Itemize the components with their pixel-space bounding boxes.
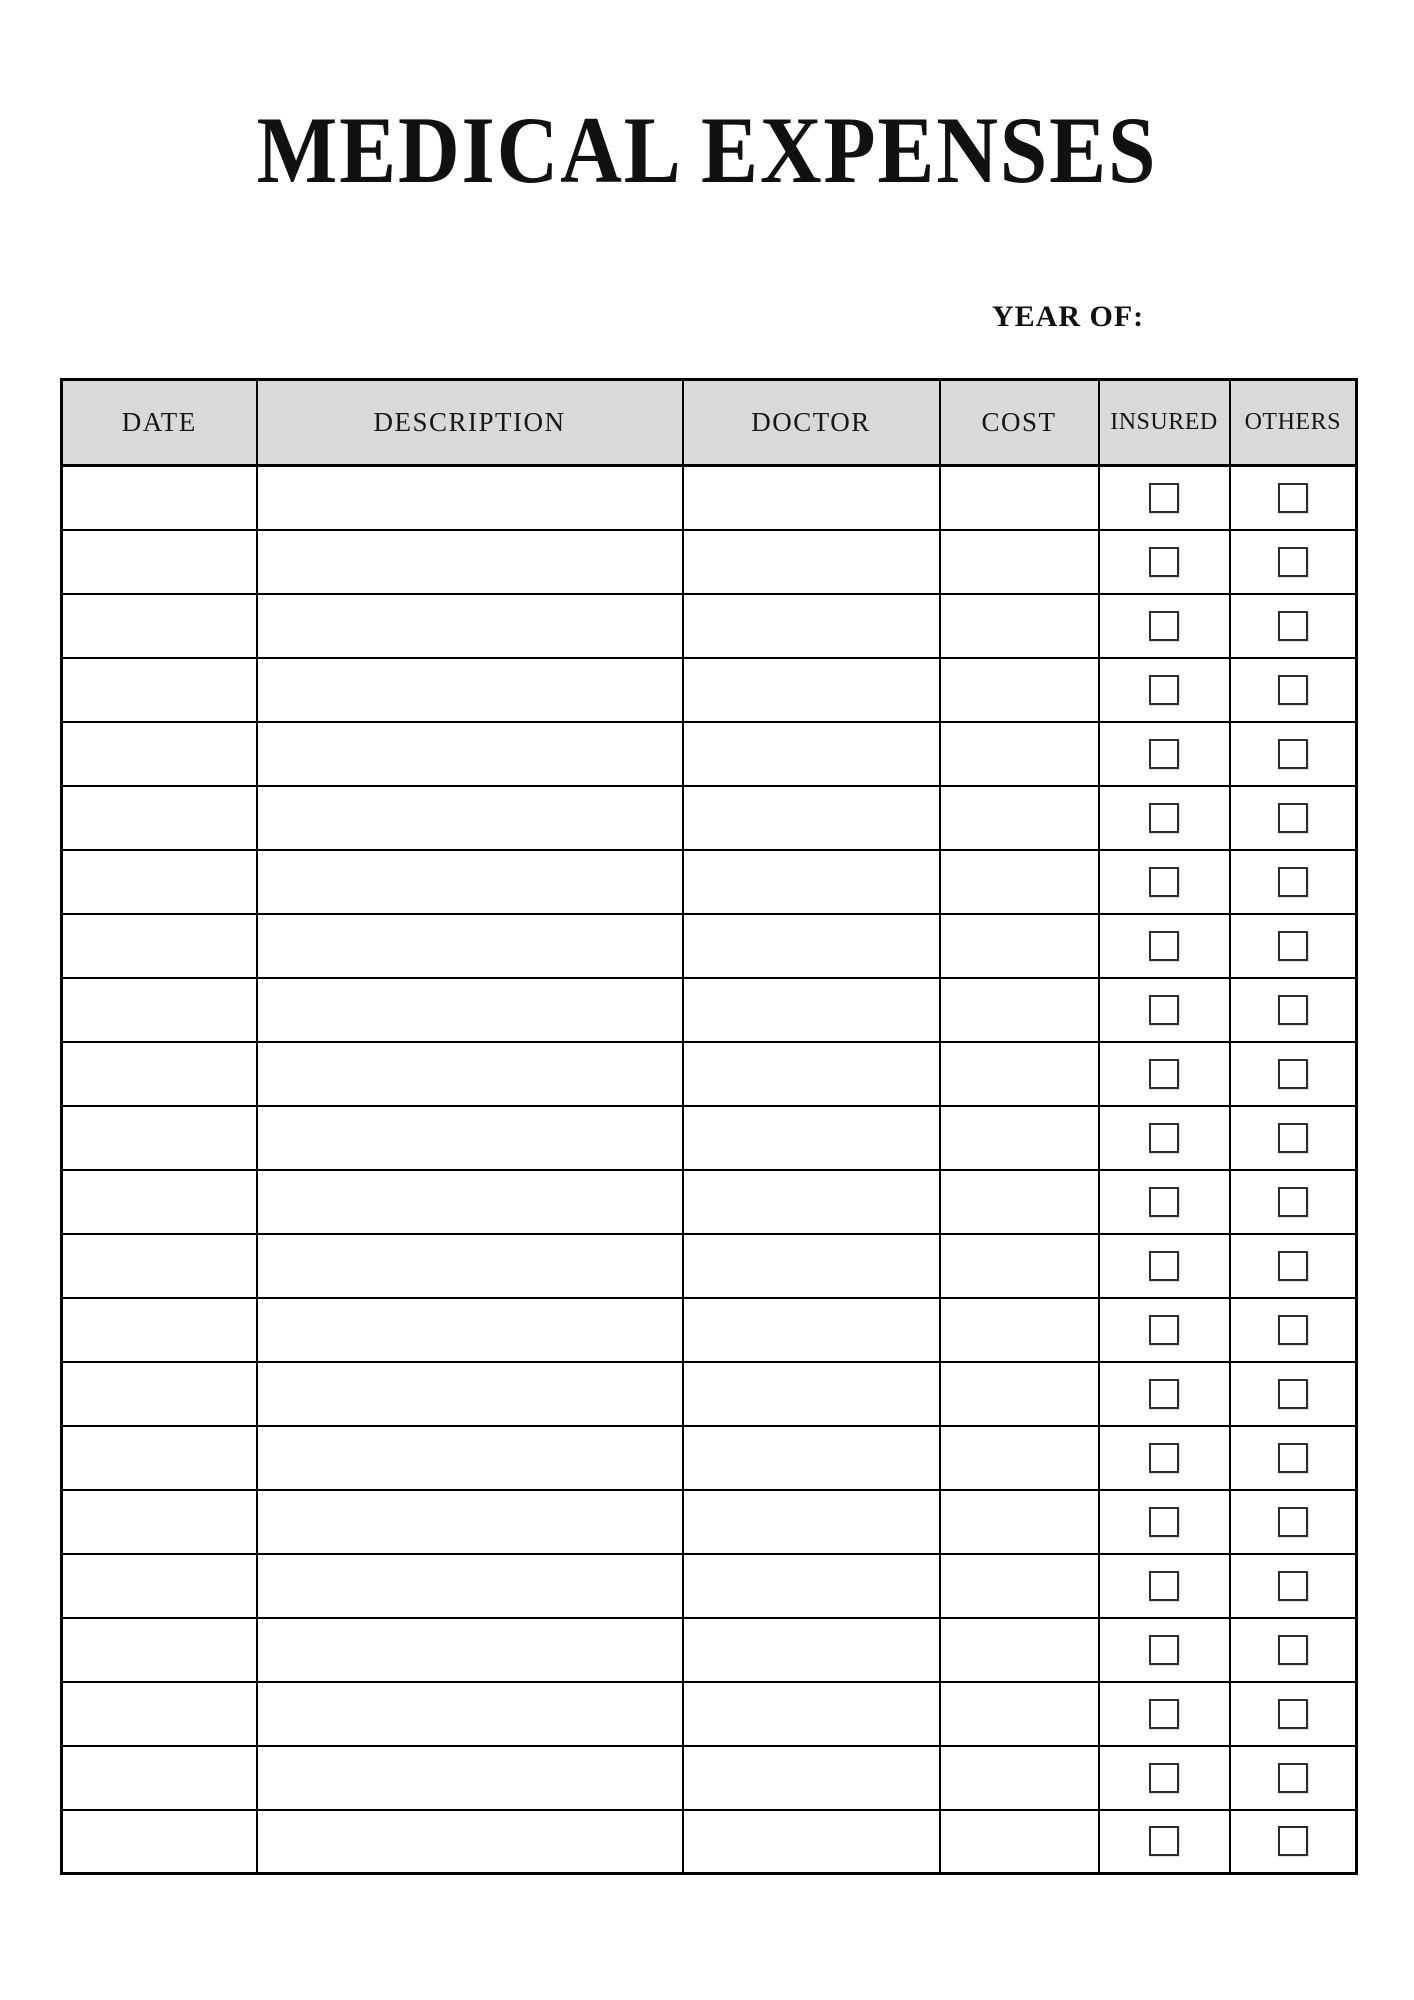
cell-insured (1099, 1234, 1230, 1298)
insured-checkbox[interactable] (1149, 1507, 1179, 1537)
table-row (62, 1618, 1357, 1682)
cell-doctor[interactable] (683, 1746, 940, 1810)
table-row (62, 1554, 1357, 1618)
table-row (62, 978, 1357, 1042)
table-row (62, 914, 1357, 978)
cell-doctor[interactable] (683, 1234, 940, 1298)
cell-cost[interactable] (940, 658, 1099, 722)
cell-others (1230, 722, 1357, 786)
cell-others (1230, 1682, 1357, 1746)
table-row (62, 1426, 1357, 1490)
cell-insured (1099, 1170, 1230, 1234)
cell-others (1230, 1490, 1357, 1554)
expenses-table (60, 378, 1358, 1875)
cell-insured (1099, 722, 1230, 786)
insured-checkbox[interactable] (1149, 867, 1179, 897)
others-checkbox[interactable] (1278, 1826, 1308, 1856)
insured-checkbox[interactable] (1149, 611, 1179, 641)
cell-insured (1099, 530, 1230, 594)
cell-description[interactable] (257, 978, 683, 1042)
insured-checkbox[interactable] (1149, 803, 1179, 833)
cell-others (1230, 658, 1357, 722)
cell-doctor[interactable] (683, 978, 940, 1042)
table-row (62, 722, 1357, 786)
cell-doctor[interactable] (683, 530, 940, 594)
cell-doctor[interactable] (683, 850, 940, 914)
cell-others (1230, 1234, 1357, 1298)
cell-others (1230, 850, 1357, 914)
year-of-row (992, 300, 1293, 334)
cell-insured (1099, 1106, 1230, 1170)
others-checkbox[interactable] (1278, 1443, 1308, 1473)
table-row (62, 1746, 1357, 1810)
others-checkbox[interactable] (1278, 995, 1308, 1025)
table-row (62, 786, 1357, 850)
others-checkbox[interactable] (1278, 739, 1308, 769)
cell-cost[interactable] (940, 1682, 1099, 1746)
cell-insured (1099, 1618, 1230, 1682)
cell-cost[interactable] (940, 722, 1099, 786)
cell-others (1230, 1810, 1357, 1874)
others-checkbox[interactable] (1278, 1059, 1308, 1089)
cell-cost[interactable] (940, 466, 1099, 530)
cell-cost[interactable] (940, 850, 1099, 914)
others-checkbox[interactable] (1278, 1379, 1308, 1409)
col-header-others: OTHERS (1230, 380, 1357, 466)
insured-checkbox[interactable] (1149, 1379, 1179, 1409)
cell-insured (1099, 1554, 1230, 1618)
cell-cost[interactable] (940, 1298, 1099, 1362)
insured-checkbox[interactable] (1149, 1826, 1179, 1856)
cell-description[interactable] (257, 850, 683, 914)
table-row (62, 1042, 1357, 1106)
cell-date[interactable] (62, 1490, 257, 1554)
cell-cost[interactable] (940, 1810, 1099, 1874)
col-header-description: DESCRIPTION (257, 380, 683, 466)
cell-description[interactable] (257, 1490, 683, 1554)
insured-checkbox[interactable] (1149, 1635, 1179, 1665)
cell-doctor[interactable] (683, 722, 940, 786)
cell-description[interactable] (257, 1234, 683, 1298)
insured-checkbox[interactable] (1149, 483, 1179, 513)
cell-cost[interactable] (940, 1554, 1099, 1618)
cell-others (1230, 1298, 1357, 1362)
cell-cost[interactable] (940, 914, 1099, 978)
cell-cost[interactable] (940, 1362, 1099, 1426)
cell-doctor[interactable] (683, 658, 940, 722)
cell-others (1230, 1426, 1357, 1490)
others-checkbox[interactable] (1278, 1187, 1308, 1217)
others-checkbox[interactable] (1278, 675, 1308, 705)
cell-insured (1099, 850, 1230, 914)
insured-checkbox[interactable] (1149, 931, 1179, 961)
insured-checkbox[interactable] (1149, 1059, 1179, 1089)
others-checkbox[interactable] (1278, 483, 1308, 513)
cell-doctor[interactable] (683, 1618, 940, 1682)
cell-insured (1099, 1490, 1230, 1554)
col-header-insured: INSURED (1099, 380, 1230, 466)
cell-cost[interactable] (940, 1746, 1099, 1810)
col-header-date: DATE (62, 380, 257, 466)
others-checkbox[interactable] (1278, 1763, 1308, 1793)
table-row (62, 594, 1357, 658)
insured-checkbox[interactable] (1149, 1699, 1179, 1729)
cell-doctor[interactable] (683, 1106, 940, 1170)
cell-doctor[interactable] (683, 1042, 940, 1106)
col-header-doctor: DOCTOR (683, 380, 940, 466)
insured-checkbox[interactable] (1149, 1763, 1179, 1793)
table-row (62, 1490, 1357, 1554)
insured-checkbox[interactable] (1149, 1123, 1179, 1153)
cell-cost[interactable] (940, 594, 1099, 658)
insured-checkbox[interactable] (1149, 1571, 1179, 1601)
insured-checkbox[interactable] (1149, 995, 1179, 1025)
page-title: MEDICAL EXPENSES (256, 97, 1158, 203)
cell-cost[interactable] (940, 978, 1099, 1042)
table-row (62, 1682, 1357, 1746)
cell-doctor[interactable] (683, 1362, 940, 1426)
cell-others (1230, 1106, 1357, 1170)
cell-doctor[interactable] (683, 594, 940, 658)
year-of-value-field[interactable] (1153, 300, 1293, 334)
table-row (62, 1810, 1357, 1874)
cell-description[interactable] (257, 722, 683, 786)
cell-description[interactable] (257, 1426, 683, 1490)
cell-description[interactable] (257, 1746, 683, 1810)
cell-description[interactable] (257, 1362, 683, 1426)
cell-insured (1099, 978, 1230, 1042)
cell-doctor[interactable] (683, 466, 940, 530)
cell-description[interactable] (257, 594, 683, 658)
others-checkbox[interactable] (1278, 931, 1308, 961)
cell-cost[interactable] (940, 1618, 1099, 1682)
cell-others (1230, 1042, 1357, 1106)
cell-cost[interactable] (940, 1106, 1099, 1170)
others-checkbox[interactable] (1278, 867, 1308, 897)
cell-doctor[interactable] (683, 786, 940, 850)
cell-others (1230, 466, 1357, 530)
cell-date[interactable] (62, 1618, 257, 1682)
cell-insured (1099, 786, 1230, 850)
col-header-cost: COST (940, 380, 1099, 466)
cell-date[interactable] (62, 1234, 257, 1298)
cell-others (1230, 594, 1357, 658)
table-row (62, 1298, 1357, 1362)
cell-doctor[interactable] (683, 1554, 940, 1618)
insured-checkbox[interactable] (1149, 739, 1179, 769)
cell-description[interactable] (257, 1554, 683, 1618)
cell-description[interactable] (257, 658, 683, 722)
cell-date[interactable] (62, 722, 257, 786)
cell-insured (1099, 1810, 1230, 1874)
cell-insured (1099, 1042, 1230, 1106)
expenses-table-header (62, 380, 1357, 466)
cell-date[interactable] (62, 1426, 257, 1490)
cell-description[interactable] (257, 914, 683, 978)
cell-date[interactable] (62, 466, 257, 530)
cell-insured (1099, 1746, 1230, 1810)
others-checkbox[interactable] (1278, 1315, 1308, 1345)
table-row (62, 1234, 1357, 1298)
cell-doctor[interactable] (683, 1682, 940, 1746)
cell-description[interactable] (257, 1618, 683, 1682)
cell-insured (1099, 466, 1230, 530)
cell-date[interactable] (62, 1042, 257, 1106)
others-checkbox[interactable] (1278, 803, 1308, 833)
cell-insured (1099, 1682, 1230, 1746)
table-row (62, 530, 1357, 594)
cell-insured (1099, 1298, 1230, 1362)
insured-checkbox[interactable] (1149, 1443, 1179, 1473)
cell-cost[interactable] (940, 1426, 1099, 1490)
table-row (62, 1106, 1357, 1170)
cell-date[interactable] (62, 1682, 257, 1746)
cell-insured (1099, 1426, 1230, 1490)
cell-others (1230, 1618, 1357, 1682)
cell-others (1230, 914, 1357, 978)
cell-others (1230, 1170, 1357, 1234)
others-checkbox[interactable] (1278, 1507, 1308, 1537)
cell-description[interactable] (257, 1106, 683, 1170)
cell-date[interactable] (62, 1746, 257, 1810)
cell-description[interactable] (257, 1042, 683, 1106)
cell-description[interactable] (257, 1170, 683, 1234)
cell-description[interactable] (257, 1298, 683, 1362)
insured-checkbox[interactable] (1149, 1187, 1179, 1217)
cell-insured (1099, 914, 1230, 978)
table-row (62, 658, 1357, 722)
cell-date[interactable] (62, 1362, 257, 1426)
header-row (62, 380, 1357, 466)
cell-date[interactable] (62, 594, 257, 658)
insured-checkbox[interactable] (1149, 675, 1179, 705)
cell-date[interactable] (62, 1554, 257, 1618)
cell-cost[interactable] (940, 530, 1099, 594)
others-checkbox[interactable] (1278, 1635, 1308, 1665)
table-row (62, 850, 1357, 914)
others-checkbox[interactable] (1278, 1571, 1308, 1601)
others-checkbox[interactable] (1278, 1699, 1308, 1729)
cell-others (1230, 1746, 1357, 1810)
cell-description[interactable] (257, 786, 683, 850)
cell-date[interactable] (62, 1810, 257, 1874)
insured-checkbox[interactable] (1149, 1251, 1179, 1281)
cell-others (1230, 530, 1357, 594)
cell-description[interactable] (257, 1810, 683, 1874)
others-checkbox[interactable] (1278, 611, 1308, 641)
cell-insured (1099, 594, 1230, 658)
others-checkbox[interactable] (1278, 547, 1308, 577)
cell-insured (1099, 1362, 1230, 1426)
cell-description[interactable] (257, 530, 683, 594)
cell-doctor[interactable] (683, 1170, 940, 1234)
table-row (62, 1362, 1357, 1426)
cell-others (1230, 978, 1357, 1042)
cell-cost[interactable] (940, 786, 1099, 850)
cell-date[interactable] (62, 850, 257, 914)
cell-date[interactable] (62, 914, 257, 978)
others-checkbox[interactable] (1278, 1123, 1308, 1153)
table-row (62, 466, 1357, 530)
cell-description[interactable] (257, 466, 683, 530)
year-of-label: YEAR OF: (992, 300, 1145, 333)
insured-checkbox[interactable] (1149, 547, 1179, 577)
cell-date[interactable] (62, 1298, 257, 1362)
cell-date[interactable] (62, 658, 257, 722)
cell-date[interactable] (62, 1170, 257, 1234)
cell-insured (1099, 658, 1230, 722)
cell-doctor[interactable] (683, 914, 940, 978)
cell-description[interactable] (257, 1682, 683, 1746)
cell-doctor[interactable] (683, 1426, 940, 1490)
cell-date[interactable] (62, 1106, 257, 1170)
table-row (62, 1170, 1357, 1234)
cell-doctor[interactable] (683, 1810, 940, 1874)
insured-checkbox[interactable] (1149, 1315, 1179, 1345)
cell-cost[interactable] (940, 1170, 1099, 1234)
cell-date[interactable] (62, 978, 257, 1042)
cell-cost[interactable] (940, 1490, 1099, 1554)
cell-date[interactable] (62, 530, 257, 594)
cell-others (1230, 1362, 1357, 1426)
cell-others (1230, 1554, 1357, 1618)
cell-date[interactable] (62, 786, 257, 850)
cell-others (1230, 786, 1357, 850)
cell-cost[interactable] (940, 1042, 1099, 1106)
cell-doctor[interactable] (683, 1298, 940, 1362)
cell-cost[interactable] (940, 1234, 1099, 1298)
cell-doctor[interactable] (683, 1490, 940, 1554)
others-checkbox[interactable] (1278, 1251, 1308, 1281)
expenses-table-body (62, 466, 1357, 1874)
